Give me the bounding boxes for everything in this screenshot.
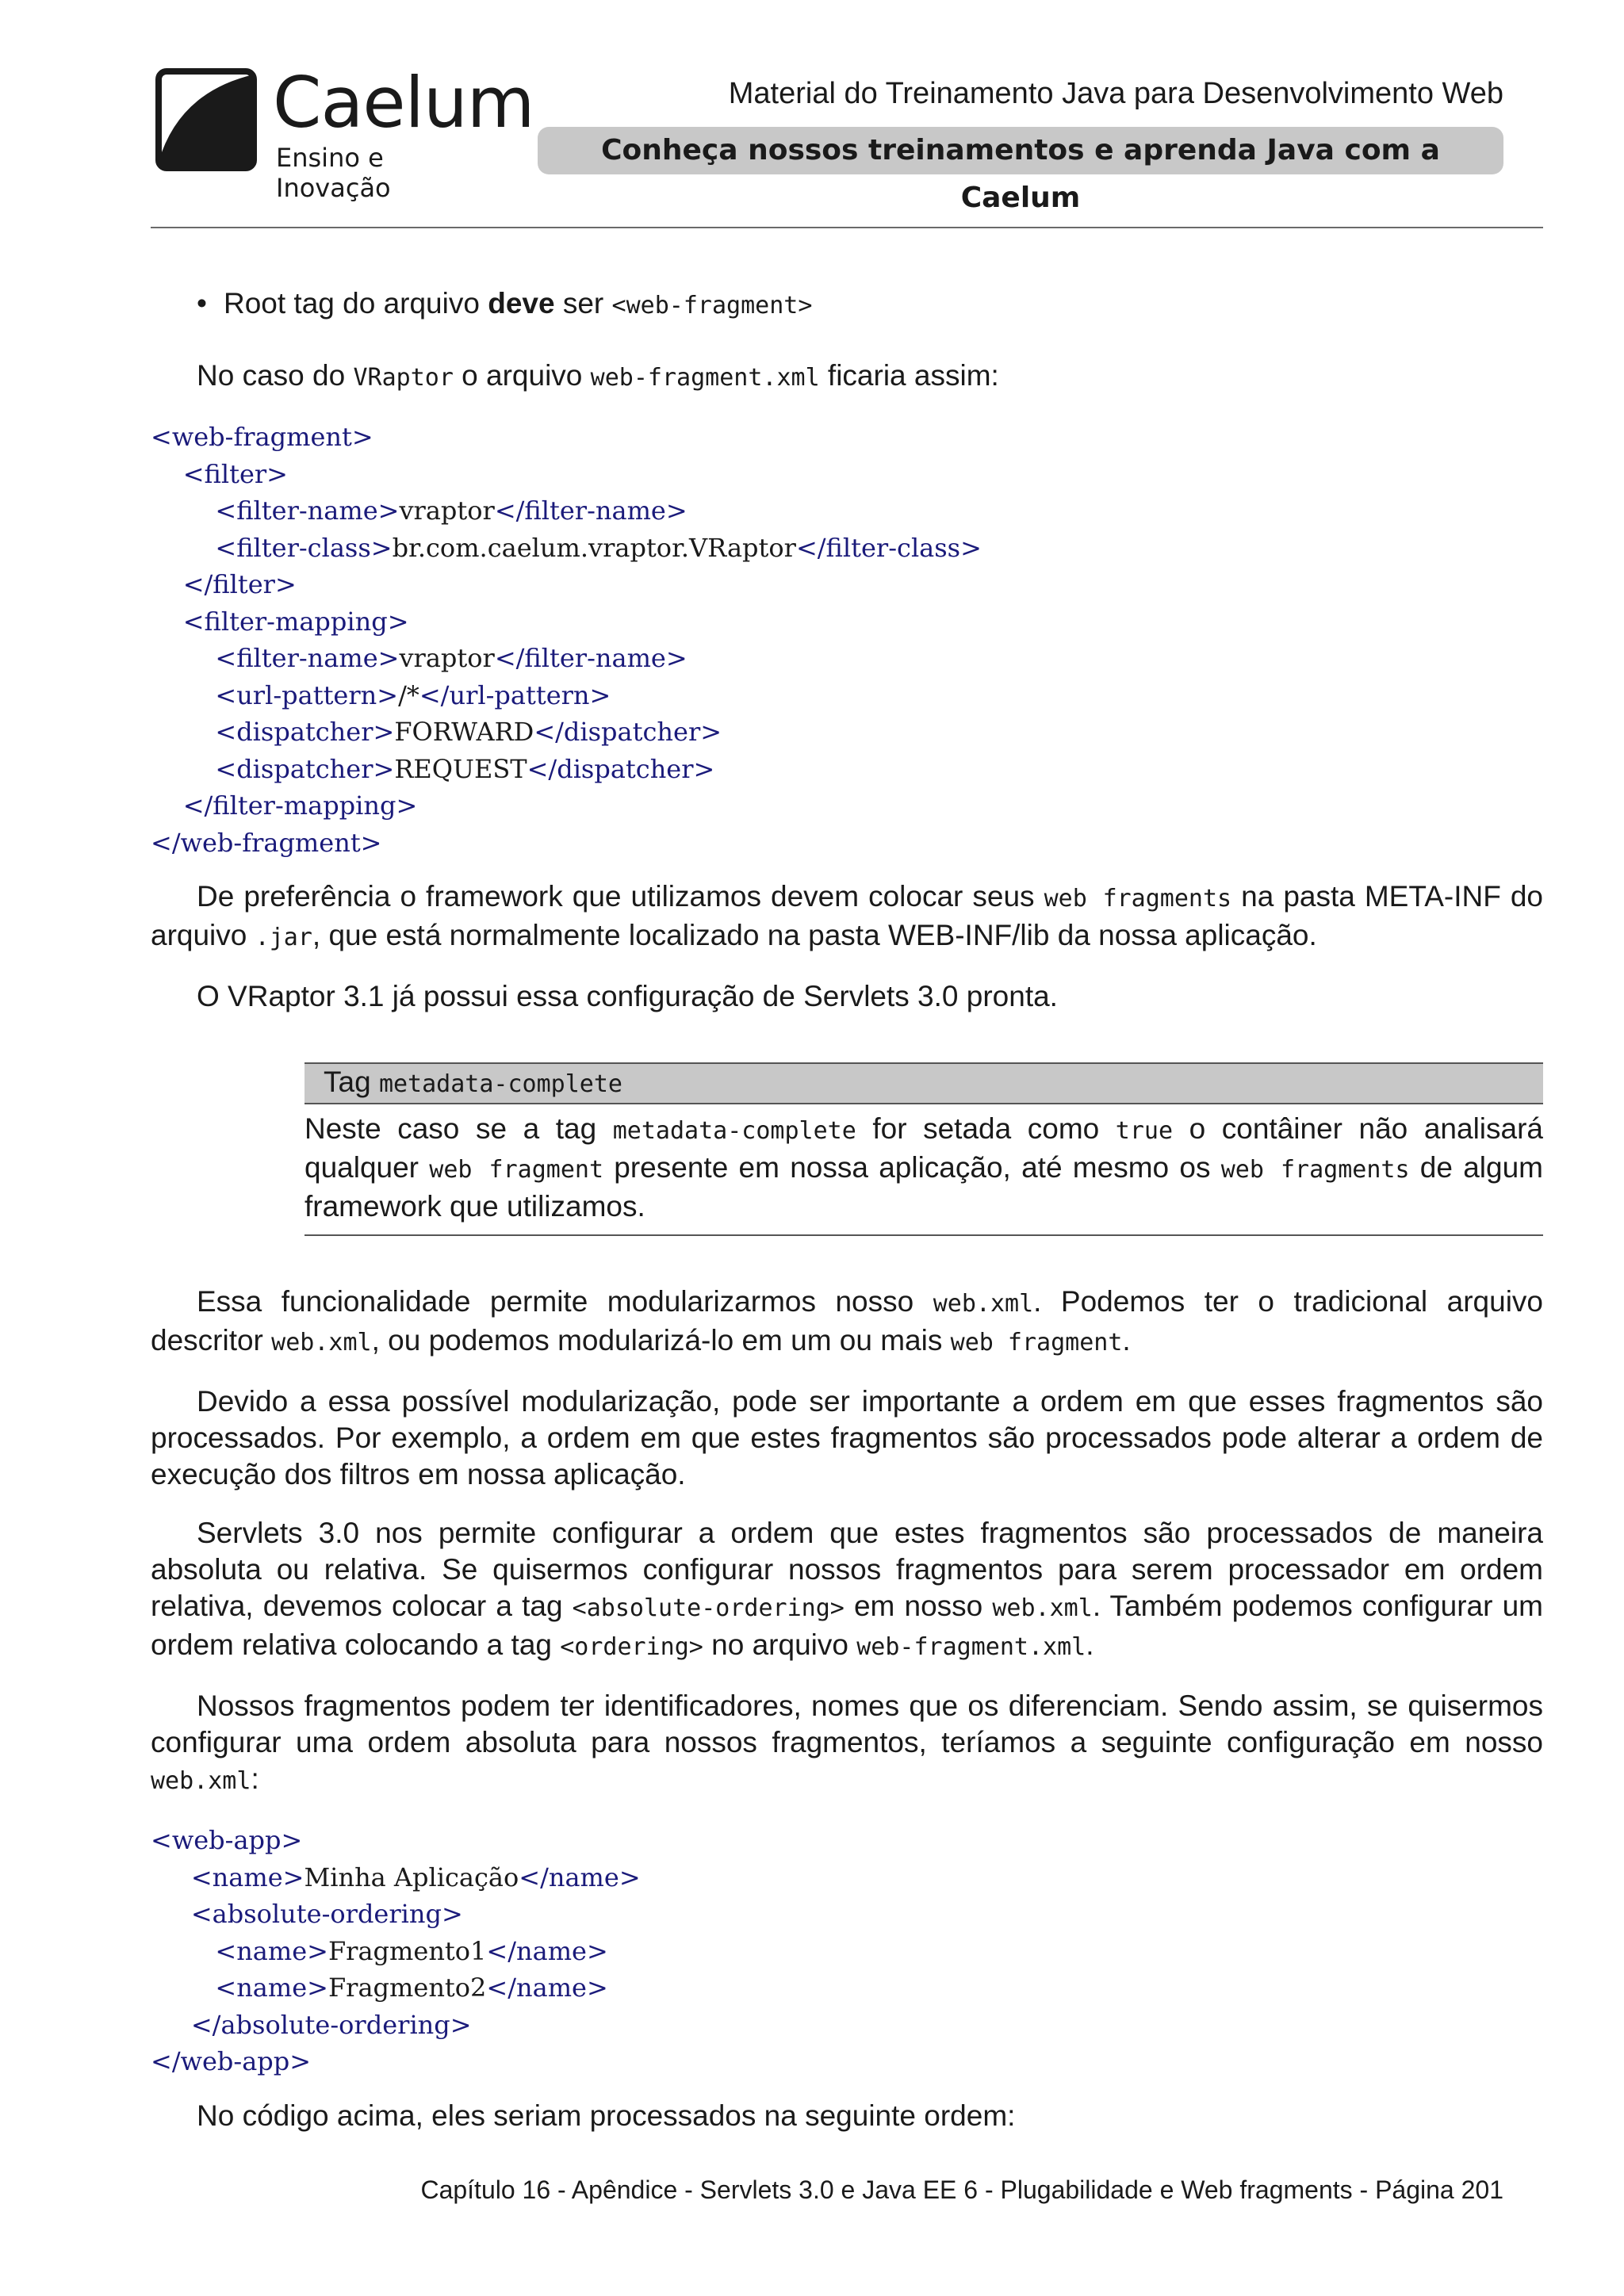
- svg-text:*: *: [168, 75, 177, 95]
- bullet-bold: deve: [488, 287, 555, 320]
- code-line: <dispatcher>REQUEST</dispatcher>: [215, 753, 715, 784]
- logo-tagline: Ensino e Inovação: [276, 143, 391, 203]
- intro-paragraph: No caso do VRaptor o arquivo web-fragment.xml ficaria assim:: [197, 359, 999, 392]
- code-line: <web-app>: [151, 1825, 303, 1855]
- caelum-logo-icon: [155, 68, 257, 171]
- logo-name: Caelum: [273, 62, 534, 144]
- code-line: <absolute-ordering>: [190, 1899, 463, 1929]
- bullet-code: <web-fragment>: [611, 292, 813, 320]
- code-line: <filter>: [182, 458, 288, 489]
- code-line: <url-pattern>/*</url-pattern>: [215, 679, 611, 710]
- paragraph-web-fragments-location: De preferência o framework que utilizamos devem colocar seus web fragments na pasta META-INF do arquivo .jar, que está normalmente localizado na pasta WEB-INF/lib da nossa aplicação.: [151, 880, 1543, 951]
- paragraph-identifiers: Nossos fragmentos podem ter identificadores, nomes que os diferenciam. Sendo assim, se quisermos configurar uma ordem absoluta para nossos fragmentos, teríamos a seguinte configuração em nosso web.xml:: [151, 1689, 1543, 1795]
- header-title: Material do Treinamento Java para Desenvolvimento Web: [728, 77, 1503, 110]
- bullet-text: Root tag do arquivo: [224, 287, 488, 320]
- code-line: <name>Minha Aplicação</name>: [190, 1862, 641, 1892]
- code-line: </absolute-ordering>: [190, 2009, 472, 2040]
- code-line: </filter-mapping>: [182, 790, 418, 821]
- header-divider: [151, 227, 1543, 228]
- code-block-web-app: [151, 1822, 1543, 2080]
- bullet-dot-icon: •: [197, 287, 207, 320]
- page-content: [151, 285, 1543, 2156]
- note-body: Neste caso se a tag metadata-complete for setada como true o contâiner não analisará qualquer web fragment presente em nossa aplicação, até mesmo os web fragments de algum framework que utilizamos.: [304, 1104, 1543, 1236]
- code-line: <web-fragment>: [151, 422, 373, 452]
- header-banner: Conheça nossos treinamentos e aprenda Java com a Caelum: [538, 127, 1503, 174]
- code-line: </web-fragment>: [151, 827, 382, 858]
- code-line: <filter-name>vraptor</filter-name>: [215, 643, 688, 673]
- note-box: [304, 1062, 1543, 1236]
- code-line: <name>Fragmento2</name>: [215, 1973, 608, 2003]
- code-line: <filter-mapping>: [182, 606, 409, 637]
- note-title: Tag metadata-complete: [304, 1062, 1543, 1104]
- code-line: </filter>: [182, 569, 297, 599]
- code-line: <filter-name>vraptor</filter-name>: [215, 496, 688, 526]
- caelum-logo: [155, 62, 534, 203]
- paragraph-servlets-ordering: Servlets 3.0 nos permite configurar a ordem que estes fragmentos são processados de maneira absoluta ou relativa. Se quisermos configurar nossos fragmentos para serem processador em ordem relativa, devemos colocar a tag <absolute-ordering> em nosso web.xml. Também podemos configurar um ordem relativa colocando a tag <ordering> no arquivo web-fragment.xml.: [151, 1517, 1543, 1661]
- code-line: <filter-class>br.com.caelum.vraptor.VRaptor</filter-class>: [215, 532, 982, 563]
- paragraph-order: Devido a essa possível modularização, pode ser importante a ordem em que esses fragmentos são processados. Por exemplo, a ordem em que estes fragmentos são processados pode alterar a ordem de execução dos filtros em nossa aplicação.: [151, 1385, 1543, 1490]
- code-line: </web-app>: [151, 2046, 312, 2076]
- code-line: <dispatcher>FORWARD</dispatcher>: [215, 717, 722, 747]
- paragraph-modularization: Essa funcionalidade permite modularizarmos nosso web.xml. Podemos ter o tradicional arquivo descritor web.xml, ou podemos modularizá-lo em um ou mais web fragment.: [151, 1285, 1543, 1357]
- code-block-web-fragment: [151, 419, 1543, 861]
- page-footer: Capítulo 16 - Apêndice - Servlets 3.0 e Java EE 6 - Plugabilidade e Web fragments - Página 201: [420, 2175, 1503, 2204]
- paragraph-processing-order: No código acima, eles seriam processados na seguinte ordem:: [197, 2099, 1016, 2132]
- bullet-text-middle: ser: [554, 287, 612, 320]
- code-line: <name>Fragmento1</name>: [215, 1935, 608, 1966]
- bullet-item: [151, 285, 1543, 324]
- paragraph-vraptor: O VRaptor 3.1 já possui essa configuração de Servlets 3.0 pronta.: [197, 980, 1058, 1012]
